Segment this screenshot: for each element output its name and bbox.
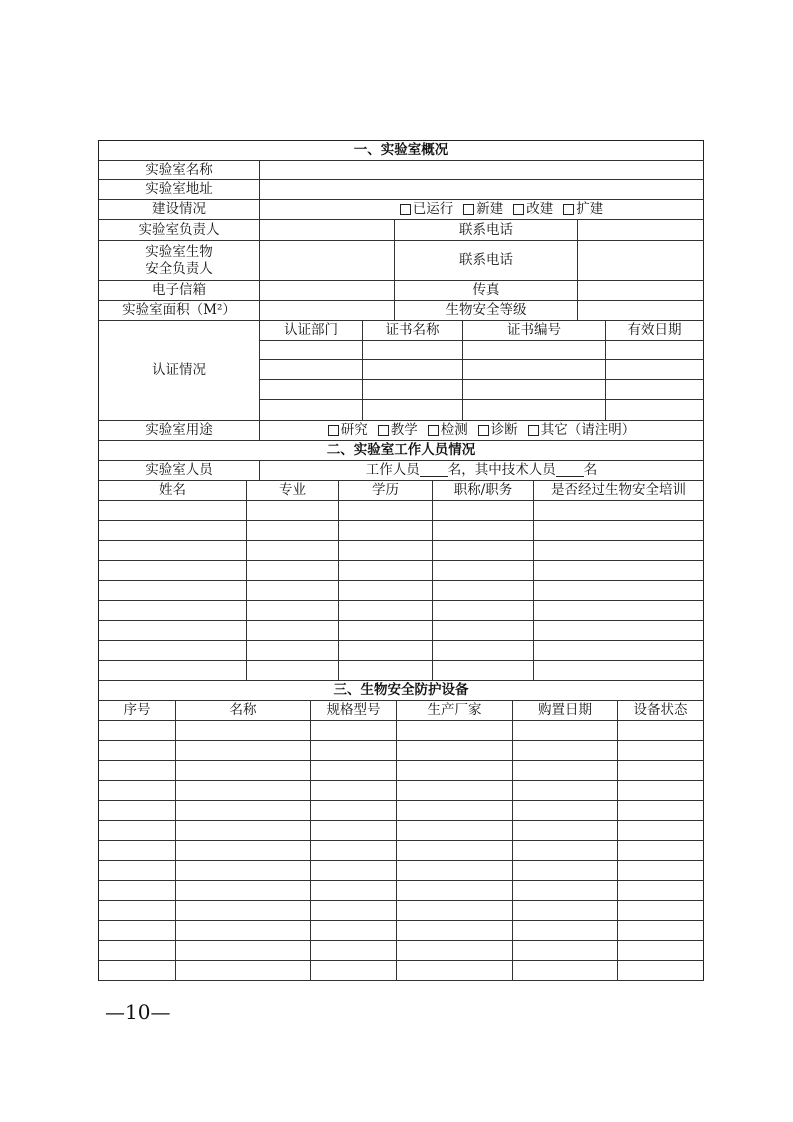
table-cell[interactable] [311,861,397,880]
table-cell[interactable] [618,901,704,920]
table-cell[interactable] [176,961,311,980]
page-number: —10— [105,1000,171,1024]
equipment-header-no: 序号 [99,701,176,720]
cert-cell[interactable] [463,360,606,379]
table-cell[interactable] [513,761,618,780]
section2-header [99,441,704,461]
head-phone-label: 联系电话 [395,220,578,240]
table-cell[interactable] [513,741,618,760]
table-cell[interactable] [534,581,704,600]
bio-head-label [99,241,260,280]
table-cell[interactable] [99,921,176,940]
table-row [99,901,704,921]
table-cell[interactable] [534,561,704,580]
table-cell[interactable] [618,821,704,840]
table-cell[interactable] [397,761,513,780]
table-row [99,621,704,641]
table-cell[interactable] [618,961,704,980]
table-cell[interactable] [513,921,618,940]
checkbox-other[interactable] [528,425,539,436]
equipment-header-maker: 生产厂家 [397,701,513,720]
table-cell[interactable] [99,501,247,520]
table-cell[interactable] [311,921,397,940]
table-cell[interactable] [339,601,433,620]
cert-header-name: 证书名称 [363,321,463,340]
table-cell[interactable] [433,661,534,680]
table-cell[interactable] [513,881,618,900]
table-cell[interactable] [534,501,704,520]
table-cell[interactable] [99,901,176,920]
cert-header-row [260,321,704,341]
table-cell[interactable] [618,801,704,820]
table-cell[interactable] [311,781,397,800]
table-cell[interactable] [534,661,704,680]
checkbox-rebuild[interactable] [513,204,524,215]
cert-row [260,400,704,420]
checkbox-new[interactable] [463,204,474,215]
email-label: 电子信箱 [99,281,260,300]
cert-cell[interactable] [260,400,363,420]
lab-address-row [99,180,704,200]
table-cell[interactable] [99,821,176,840]
equipment-rows [99,721,704,981]
table-row [99,521,704,541]
staff-text-a: 工作人员 [365,462,420,479]
usage-options [260,421,704,440]
table-row [99,641,704,661]
bio-head-label-line1: 实验室生物 [145,243,213,260]
option-teaching: 教学 [390,422,418,439]
table-row [99,721,704,741]
table-row [99,501,704,521]
section3-header [99,681,704,701]
option-new: 新建 [476,201,504,218]
table-cell[interactable] [176,801,311,820]
option-testing: 检测 [440,422,468,439]
table-cell[interactable] [311,941,397,960]
table-cell[interactable] [397,881,513,900]
bio-head-row [99,241,704,281]
head-row [99,220,704,241]
table-row [99,741,704,761]
table-cell[interactable] [534,641,704,660]
table-cell[interactable] [618,761,704,780]
table-row [99,841,704,861]
table-row [99,941,704,961]
option-other: 其它（请注明） [540,422,636,439]
area-field[interactable] [260,301,395,320]
biosafety-level-label: 生物安全等级 [395,301,578,320]
table-cell[interactable] [513,861,618,880]
table-cell[interactable] [618,741,704,760]
table-cell[interactable] [339,661,433,680]
staff-label: 实验室人员 [99,461,260,480]
table-cell[interactable] [618,921,704,940]
table-cell[interactable] [433,521,534,540]
lab-address-field[interactable] [260,180,704,199]
cert-row [260,360,704,380]
table-cell[interactable] [534,541,704,560]
table-row [99,801,704,821]
table-row [99,881,704,901]
table-cell[interactable] [176,841,311,860]
table-cell[interactable] [397,741,513,760]
table-cell[interactable] [176,901,311,920]
table-cell[interactable] [397,961,513,980]
equipment-header-row [99,701,704,721]
table-cell[interactable] [513,901,618,920]
table-cell[interactable] [618,941,704,960]
table-cell[interactable] [433,621,534,640]
cert-grid [260,321,704,420]
table-cell[interactable] [397,781,513,800]
table-row [99,921,704,941]
table-cell[interactable] [433,581,534,600]
cert-header-number: 证书编号 [463,321,606,340]
section1-title: 一、实验室概况 [99,141,704,160]
table-cell[interactable] [99,941,176,960]
table-cell[interactable] [534,521,704,540]
table-cell[interactable] [433,641,534,660]
table-cell[interactable] [397,941,513,960]
table-cell[interactable] [176,781,311,800]
table-cell[interactable] [176,881,311,900]
table-cell[interactable] [397,861,513,880]
table-cell[interactable] [99,581,247,600]
table-row [99,861,704,881]
table-cell[interactable] [339,621,433,640]
fax-field[interactable] [578,281,704,300]
table-cell[interactable] [339,641,433,660]
bio-head-phone-label: 联系电话 [395,241,578,280]
table-row [99,661,704,681]
construction-label: 建设情况 [99,200,260,219]
cert-cell[interactable] [363,360,463,379]
table-cell[interactable] [176,821,311,840]
staff-header-education: 学历 [339,481,433,500]
table-cell[interactable] [247,621,339,640]
staff-row [99,461,704,481]
cert-cell[interactable] [463,400,606,420]
option-research: 研究 [340,422,368,439]
lab-name-label: 实验室名称 [99,161,260,179]
table-cell[interactable] [247,561,339,580]
staff-rows [99,501,704,681]
table-cell[interactable] [339,501,433,520]
table-cell[interactable] [513,801,618,820]
table-cell[interactable] [397,821,513,840]
option-expand: 扩建 [576,201,604,218]
cert-cell[interactable] [463,341,606,359]
lab-name-row [99,161,704,180]
table-cell[interactable] [99,861,176,880]
table-row [99,821,704,841]
construction-options [260,200,704,219]
cert-header-date: 有效日期 [606,321,704,340]
checkbox-research[interactable] [328,425,339,436]
cert-cell[interactable] [463,380,606,399]
table-cell[interactable] [176,721,311,740]
table-cell[interactable] [99,561,247,580]
table-cell[interactable] [513,821,618,840]
table-row [99,561,704,581]
staff-header-name: 姓名 [99,481,247,500]
equipment-header-model: 规格型号 [311,701,397,720]
table-cell[interactable] [311,961,397,980]
table-cell[interactable] [99,761,176,780]
cert-cell[interactable] [363,400,463,420]
table-cell[interactable] [618,781,704,800]
fax-label: 传真 [395,281,578,300]
option-operating: 已运行 [412,201,454,218]
table-cell[interactable] [513,941,618,960]
table-cell[interactable] [176,741,311,760]
checkbox-expand[interactable] [563,204,574,215]
table-cell[interactable] [311,741,397,760]
table-cell[interactable] [99,801,176,820]
table-cell[interactable] [99,881,176,900]
lab-address-label: 实验室地址 [99,180,260,199]
lab-form [98,140,704,981]
table-cell[interactable] [618,721,704,740]
lab-name-field[interactable] [260,161,704,179]
table-cell[interactable] [513,721,618,740]
table-cell[interactable] [513,841,618,860]
area-label: 实验室面积（M²） [99,301,260,320]
table-cell[interactable] [339,521,433,540]
section1-header [99,141,704,161]
area-row [99,301,704,321]
table-cell[interactable] [99,601,247,620]
cert-header-dept: 认证部门 [260,321,363,340]
table-cell[interactable] [247,661,339,680]
table-row [99,781,704,801]
table-cell[interactable] [311,721,397,740]
tech-staff-blank[interactable] [556,464,584,477]
checkbox-teaching[interactable] [378,425,389,436]
table-cell[interactable] [176,761,311,780]
staff-header-training: 是否经过生物安全培训 [534,481,704,500]
checkbox-diagnosis[interactable] [478,425,489,436]
biosafety-level-field[interactable] [578,301,704,320]
option-diagnosis: 诊断 [490,422,518,439]
table-cell[interactable] [99,741,176,760]
table-cell[interactable] [99,661,247,680]
table-cell[interactable] [339,561,433,580]
table-cell[interactable] [99,621,247,640]
equipment-header-name: 名称 [176,701,311,720]
table-cell[interactable] [99,841,176,860]
table-row [99,581,704,601]
cert-label: 认证情况 [99,321,260,420]
table-cell[interactable] [534,601,704,620]
table-cell[interactable] [397,841,513,860]
table-cell[interactable] [176,941,311,960]
table-cell[interactable] [247,521,339,540]
table-cell[interactable] [311,801,397,820]
email-row [99,281,704,301]
table-cell[interactable] [99,961,176,980]
bio-head-field[interactable] [260,241,395,280]
staff-text-b: 名，其中技术人员 [447,462,556,479]
table-cell[interactable] [618,861,704,880]
table-cell[interactable] [99,541,247,560]
table-cell[interactable] [513,961,618,980]
section2-title: 二、实验室工作人员情况 [99,441,704,460]
cert-cell[interactable] [260,380,363,399]
table-cell[interactable] [513,781,618,800]
table-row [99,601,704,621]
table-cell[interactable] [397,921,513,940]
staff-header-major: 专业 [247,481,339,500]
bio-head-label-line2: 安全负责人 [145,260,213,277]
table-cell[interactable] [99,641,247,660]
head-phone-field[interactable] [578,220,704,240]
checkbox-testing[interactable] [428,425,439,436]
table-cell[interactable] [397,901,513,920]
cert-section [99,321,704,421]
table-cell[interactable] [433,541,534,560]
table-cell[interactable] [247,641,339,660]
option-rebuild: 改建 [526,201,554,218]
table-cell[interactable] [247,501,339,520]
equipment-header-status: 设备状态 [618,701,704,720]
table-cell[interactable] [311,901,397,920]
table-cell[interactable] [397,801,513,820]
table-cell[interactable] [99,521,247,540]
table-row [99,761,704,781]
table-cell[interactable] [247,601,339,620]
table-cell[interactable] [311,761,397,780]
head-field[interactable] [260,220,395,240]
staff-header-title: 职称/职务 [433,481,534,500]
table-cell[interactable] [247,581,339,600]
cert-row [260,380,704,400]
bio-head-phone-field[interactable] [578,241,704,280]
cert-cell[interactable] [606,341,704,359]
table-cell[interactable] [311,841,397,860]
table-cell[interactable] [433,501,534,520]
cert-cell[interactable] [260,341,363,359]
staff-text-c: 名 [583,462,598,479]
table-row [99,961,704,981]
table-cell[interactable] [176,861,311,880]
staff-total-blank[interactable] [420,464,448,477]
cert-row [260,341,704,360]
table-cell[interactable] [99,781,176,800]
section3-title: 三、生物安全防护设备 [99,681,704,700]
table-cell[interactable] [397,721,513,740]
table-cell[interactable] [433,601,534,620]
equipment-header-date: 购置日期 [513,701,618,720]
usage-row [99,421,704,441]
head-label: 实验室负责人 [99,220,260,240]
cert-cell[interactable] [363,380,463,399]
table-cell[interactable] [247,541,339,560]
cert-cell[interactable] [606,400,704,420]
cert-cell[interactable] [606,360,704,379]
cert-cell[interactable] [260,360,363,379]
checkbox-operating[interactable] [400,204,411,215]
table-cell[interactable] [618,841,704,860]
table-cell[interactable] [311,881,397,900]
table-cell[interactable] [339,541,433,560]
table-cell[interactable] [339,581,433,600]
table-cell[interactable] [176,921,311,940]
construction-row [99,200,704,220]
table-cell[interactable] [618,881,704,900]
cert-cell[interactable] [363,341,463,359]
cert-cell[interactable] [606,380,704,399]
table-cell[interactable] [433,561,534,580]
table-cell[interactable] [534,621,704,640]
table-cell[interactable] [99,721,176,740]
staff-header-row [99,481,704,501]
email-field[interactable] [260,281,395,300]
usage-label: 实验室用途 [99,421,260,440]
table-row [99,541,704,561]
table-cell[interactable] [311,821,397,840]
staff-count [260,461,704,480]
